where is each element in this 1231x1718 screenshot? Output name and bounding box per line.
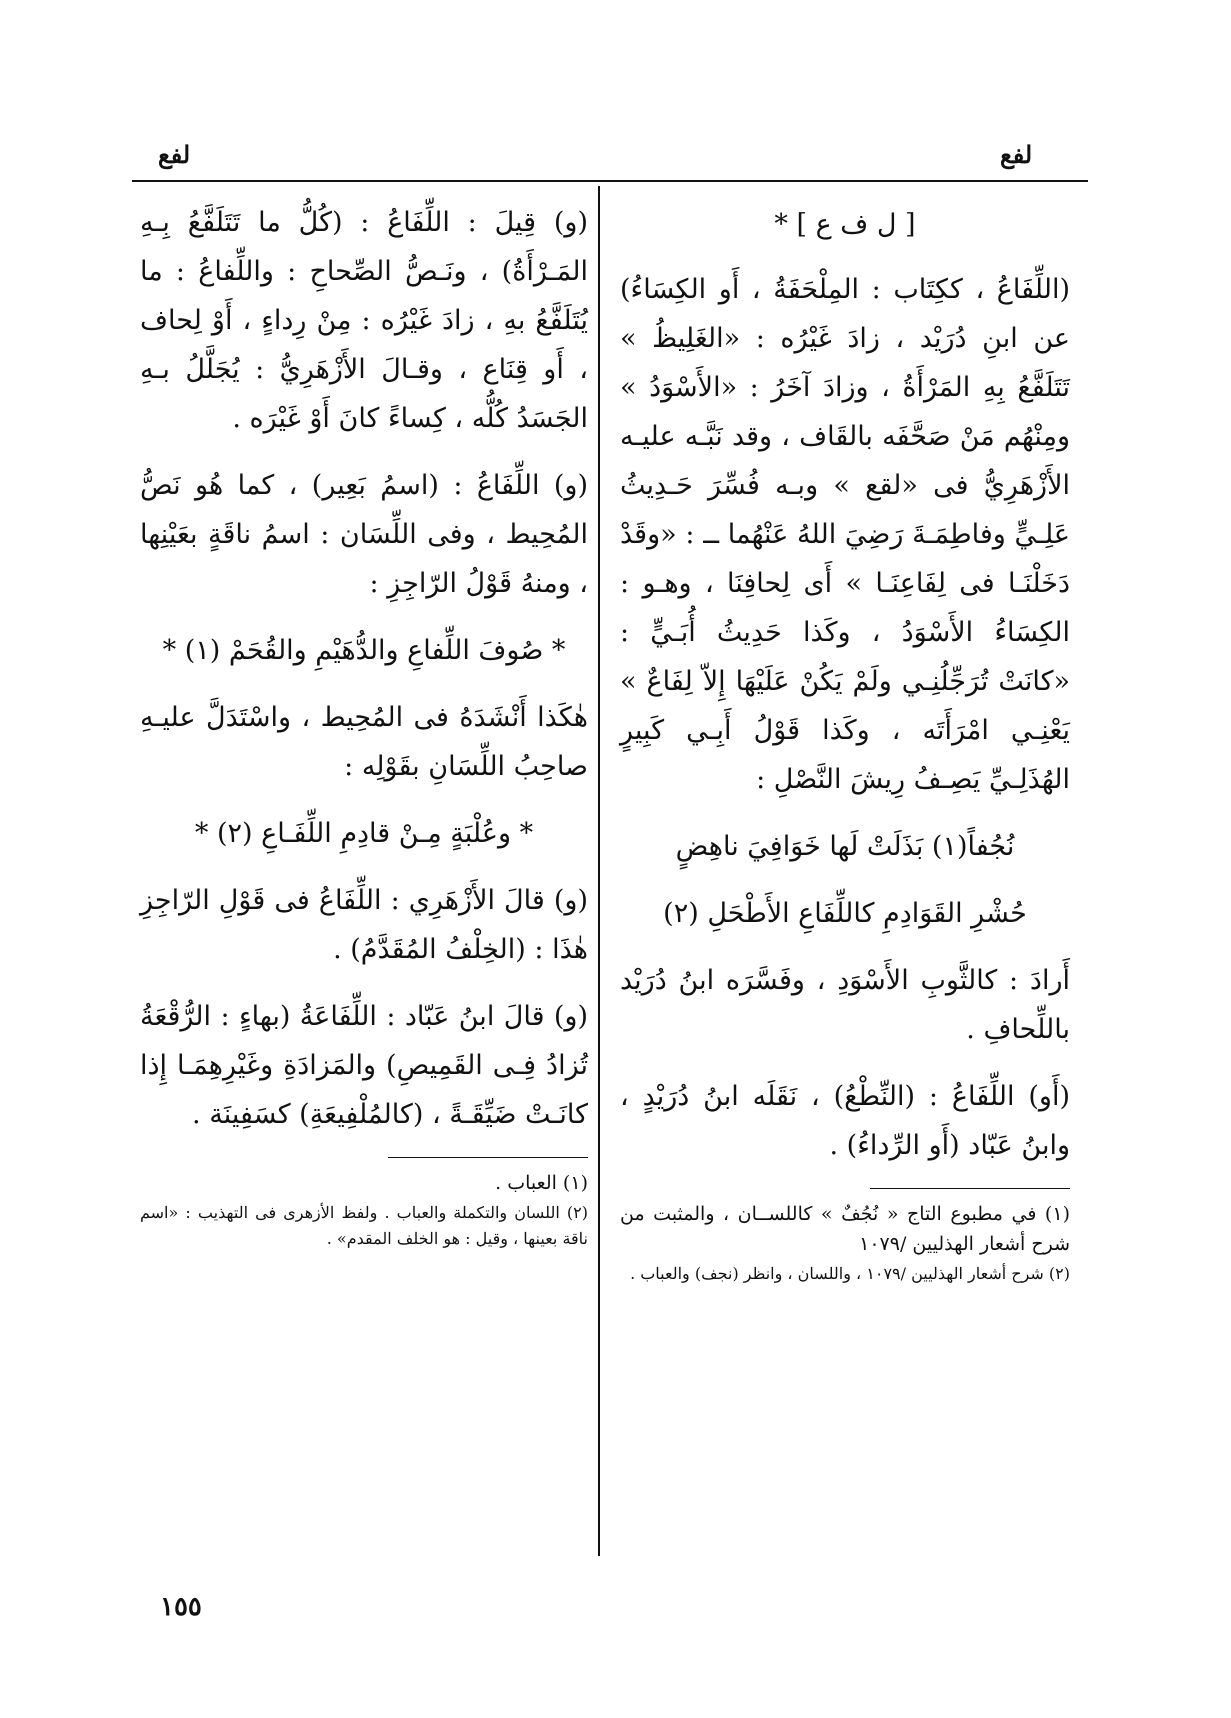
header-rule xyxy=(132,180,1088,182)
right-column xyxy=(620,200,1070,1289)
left-paragraph-3: هٰكَذا أَنْشَدَهُ فى المُحِيط ، واسْتَدَلَّ عليـهِ صاحِبُ اللِّسَانِ بقَوْلِه : xyxy=(140,702,588,782)
left-footnote-2: (٢) اللسان والتكملة والعباب . ولفظ الأزهرى فى التهذيب : «اسم ناقة بعينها ، وقيل : هو الخلف المقدم» . xyxy=(140,1203,588,1248)
left-paragraph-5: (و) قالَ ابنُ عَبّاد : اللِّفَاعَةُ (بهاءٍ : الرُّقْعَةُ تُزادُ فِـى القَمِيصِ) والمَزادَةِ وغَيْرِهِمَـا إِذا كانَـتْ ضَيِّقَـةً ، (كالمُلْفِيعَةِ) كسَفِينَة . xyxy=(140,1001,588,1130)
right-verse-1: نُجُفاً(١) بَذَلَتْ لَها خَوَافِيَ ناهِضٍ xyxy=(675,831,1015,862)
right-paragraph-1: (اللِّفَاعُ ، ككِتَاب : المِلْحَفَةُ ، أَو الكِسَاءُ) عن ابنِ دُرَيْد ، زادَ غَيْرُه : «الغَلِيظُ » تَتَلَفَّعُ بِهِ المَرْأَةُ ، وزادَ آخَرُ : «الأَسْوَدُ » ومِنْهُم مَنْ صَحَّفَه بالقَاف ، وقد نَبَّـه عليـه الأَزْهَرِيُّ فى «لقع » وبـه فُسِّرَ حَـدِيثُ عَلِـيٍّ وفاطِمَـةَ رَضِيَ اللهُ عَنْهُما ــ : «وقَدْ دَخَلْنَـا فى لِفَاعِنَـا » أَى لِحافِنَا ، وهـو : الكِسَاءُ الأَسْوَدُ ، وكَذا حَدِيثُ أُبَـيٍّ : «كانَتْ تُرَجِّلُنِـي ولَمْ يَكُنْ عَلَيْهَا إِلاّ لِفَاعٌ » يَعْنِـي امْرَأَتَه ، وكَذا قَوْلُ أَبِـي كَبِيرٍ الهُذَلِـيِّ يَصِـفُ رِيشَ النَّصْلِ : xyxy=(620,274,1070,795)
right-paragraph-3: (أَو) اللِّفَاعُ : (النِّطْعُ) ، نَقَلَه ابنُ دُرَيْدٍ ، وابنُ عَبّاد (أَو الرِّداءُ) . xyxy=(620,1081,1070,1161)
left-verse-1: * صُوفَ اللِّفاعِ والدُّهَيْمِ والقُحَمْ (١) * xyxy=(162,635,566,666)
page-number: ١٥٥ xyxy=(160,1592,202,1622)
left-paragraph-1: (و) قِيلَ : اللِّفَاعُ : (كُلُّ ما تَتَلَفَّعُ بِـهِ المَـرْأَةُ) ، ونَـصُّ الصِّحاحِ : واللِّفاعُ : ما يُتَلَفَّعُ بهِ ، زادَ غَيْرُه : مِنْ رِداءٍ ، أَوْ لِحاف ، أَو قِنَاع ، وقـالَ الأَزْهَرِيُّ : يُجَلَّلُ بـهِ الجَسَدُ كُلُّه ، كِساءً كانَ أَوْ غَيْرَه . xyxy=(140,207,588,434)
column-divider xyxy=(598,186,600,1556)
left-paragraph-4: (و) قالَ الأَزْهَرِي : اللِّفَاعُ فى قَوْلِ الرّاجِزِ هٰذَا : (الخِلْفُ المُقَدَّمُ) . xyxy=(140,885,588,965)
left-column xyxy=(140,198,588,1254)
right-footnote-1: (١) في مطبوع التاج « نُجُفٌ » كاللســان ، والمثبت من شرح أشعار الهذليين /١٠٧٩ xyxy=(620,1203,1070,1255)
right-footnote-2: (٢) شرح أشعار الهذليين /١٠٧٩ ، واللسان ، وانظر (نجف) والعباب . xyxy=(630,1264,1070,1283)
left-footnote-1: (١) العباب . xyxy=(495,1172,588,1194)
right-verse-2: حُشْرِ القَوَادِمِ كاللِّفَاعِ الأَطْحَلِ (٢) xyxy=(663,898,1027,929)
left-verse-2: * وعُلْبَةٍ مِـنْ قادِمِ اللِّفَـاعِ (٢) * xyxy=(194,818,534,849)
header-right-word: لفع xyxy=(1000,140,1033,169)
entry-title: [ ل ف ع ] * xyxy=(774,209,916,240)
right-footnote-rule xyxy=(870,1188,1070,1189)
left-footnote-rule xyxy=(388,1157,588,1158)
header-left-word: لفع xyxy=(158,140,191,169)
left-paragraph-2: (و) اللِّفَاعُ : (اسمُ بَعِير) ، كما هُو نَصُّ المُحِيط ، وفى اللِّسَان : اسمُ ناقَةٍ بعَيْنِها ، ومنهُ قَوْلُ الرّاجِزِ : xyxy=(140,470,588,599)
right-paragraph-2: أَرادَ : كالثَّوبِ الأَسْوَدِ ، وفَسَّرَه ابنُ دُرَيْد باللِّحافِ . xyxy=(620,965,1070,1045)
